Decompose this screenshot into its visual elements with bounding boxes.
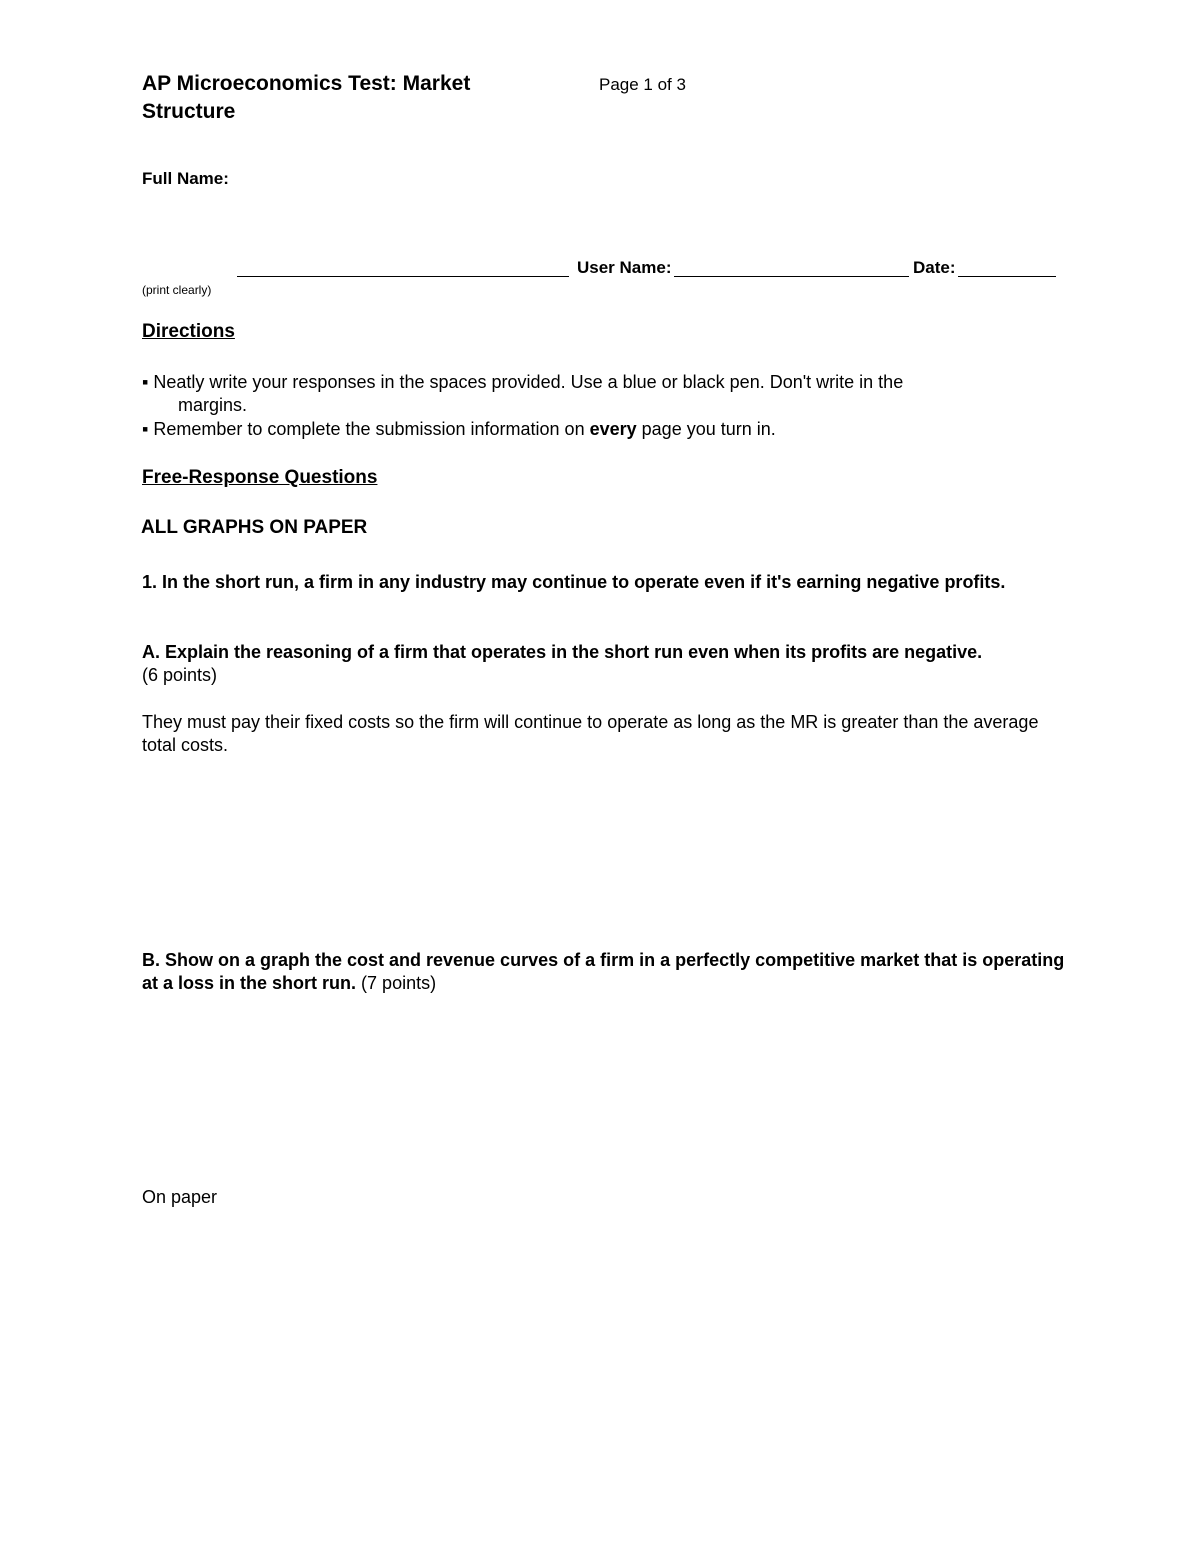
question-1b-prompt: B. Show on a graph the cost and revenue curves of a firm in a perfectly competitive market that is operating at a loss in the short run. bbox=[142, 950, 1065, 993]
document-title: AP Microeconomics Test: Market Structure bbox=[142, 72, 471, 123]
user-name-label: User Name: bbox=[577, 258, 672, 277]
user-name-field[interactable] bbox=[674, 258, 909, 277]
full-name-field[interactable] bbox=[237, 258, 569, 277]
directions-item-2-bold: every bbox=[589, 419, 637, 439]
question-1: 1. In the short run, a firm in any industry may continue to operate even if it's earning negative profits. bbox=[142, 572, 1006, 592]
directions-item-2 bbox=[142, 418, 1082, 441]
question-1a-points: (6 points) bbox=[142, 665, 218, 685]
page-number: Page 1 of 3 bbox=[599, 75, 686, 94]
question-1b-points: (7 points) bbox=[361, 973, 437, 993]
free-response-heading: Free-Response Questions bbox=[142, 467, 378, 488]
directions-item-1: ▪ Neatly write your responses in the spaces provided. Use a blue or black pen. Don't write in the bbox=[142, 372, 904, 392]
directions-heading: Directions bbox=[142, 321, 235, 342]
directions-item-2-post: page you turn in. bbox=[636, 419, 776, 439]
question-1b bbox=[142, 949, 1072, 995]
full-name-label: Full Name: bbox=[142, 169, 229, 188]
date-label: Date: bbox=[913, 258, 956, 277]
question-1a-prompt: A. Explain the reasoning of a firm that operates in the short run even when its profits are negative. bbox=[142, 642, 983, 662]
directions-item-2-pre: ▪ Remember to complete the submission information on bbox=[142, 419, 590, 439]
question-1a bbox=[142, 641, 1082, 687]
question-1b-answer: On paper bbox=[142, 1187, 218, 1207]
date-field[interactable] bbox=[958, 258, 1056, 277]
directions-item-1-continued: margins. bbox=[178, 395, 248, 415]
all-graphs-note: ALL GRAPHS ON PAPER bbox=[141, 517, 368, 538]
print-clearly-note: (print clearly) bbox=[142, 283, 212, 297]
question-1a-answer: They must pay their fixed costs so the firm will continue to operate as long as the MR is greater than the average total costs. bbox=[142, 712, 1039, 755]
